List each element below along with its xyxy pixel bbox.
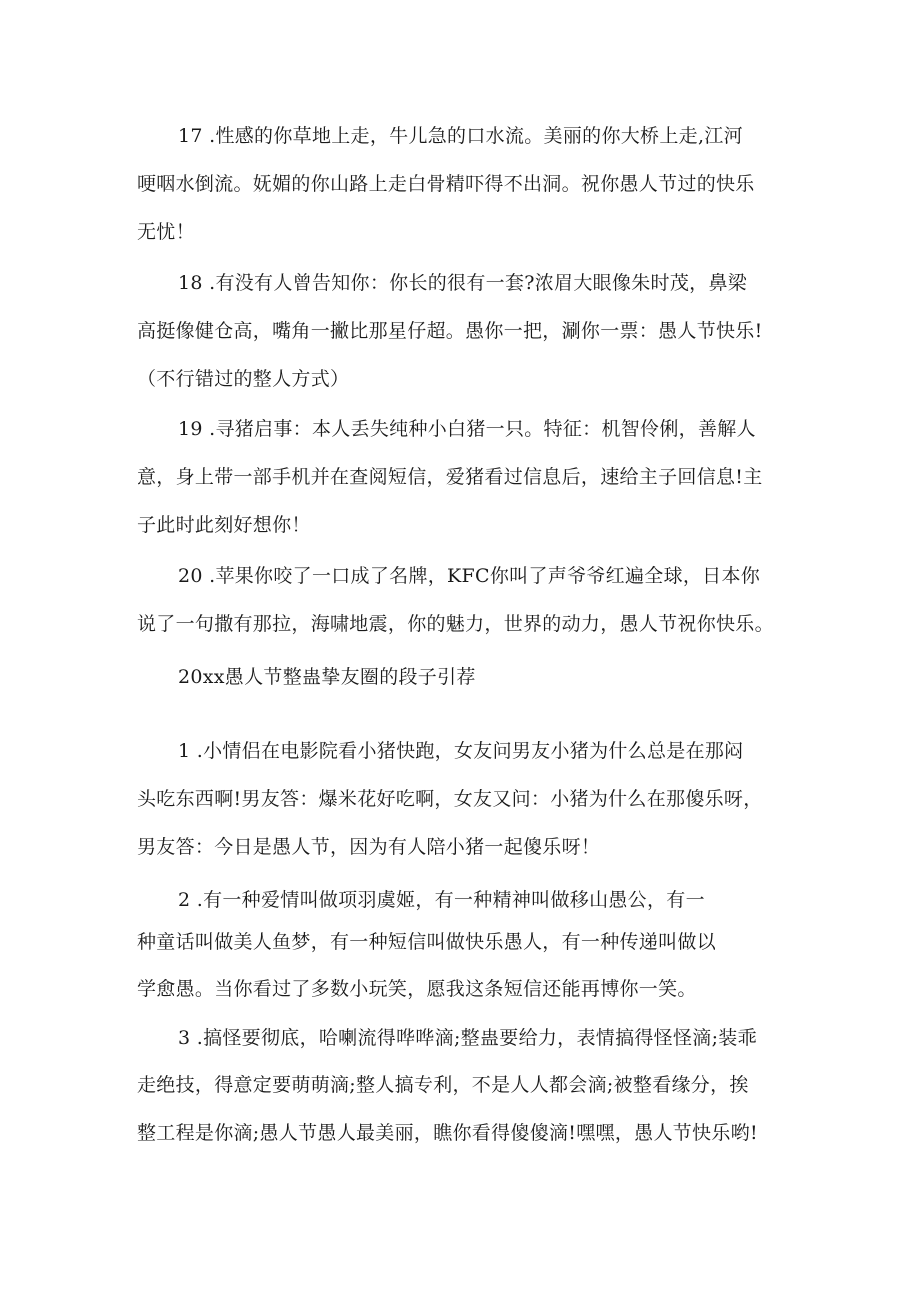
- item-3-line-2: 走绝技，得意定要萌萌滴;整人搞专利，不是人人都会滴;被整看缘分，挨: [137, 1074, 749, 1096]
- paragraph-18-line-3: （不行错过的整人方式）: [137, 368, 350, 390]
- paragraph-17-line-2: 哽咽水倒流。妩媚的你山路上走白骨精吓得不出洞。祝你愚人节过的快乐: [137, 173, 755, 195]
- item-2-line-3: 学愈愚。当你看过了多数小玩笑，愿我这条短信还能再博你一笑。: [137, 978, 697, 1000]
- paragraph-18-line-2: 高挺像健仓高，嘴角一撇比那星仔超。愚你一把，涮你一票：愚人节快乐!: [137, 320, 763, 342]
- paragraph-19-line-3: 子此时此刻好想你！: [137, 514, 311, 536]
- item-3-line-3: 整工程是你滴;愚人节愚人最美丽，瞧你看得傻傻滴!嘿嘿，愚人节快乐哟!: [137, 1122, 758, 1144]
- paragraph-20-line-1: 20 .苹果你咬了一口成了名牌，KFC你叫了声爷爷红遍全球，日本你: [178, 565, 761, 587]
- item-2-line-1: 2 .有一种爱情叫做项羽虞姬，有一种精神叫做移山愚公，有一: [178, 889, 705, 911]
- item-1-line-3: 男友答：今日是愚人节，因为有人陪小猪一起傻乐呀！: [137, 836, 601, 858]
- section-heading: 20xx愚人节整蛊挚友圈的段子引荐: [178, 666, 476, 688]
- item-2-line-2: 种童话叫做美人鱼梦，有一种短信叫做快乐愚人，有一种传递叫做以: [137, 931, 717, 953]
- item-3-line-1: 3 .搞怪要彻底，哈喇流得哗哗滴;整蛊要给力，表情搞得怪怪滴;装乖: [178, 1027, 757, 1049]
- item-1-line-1: 1 .小情侣在电影院看小猪快跑，女友问男友小猪为什么总是在那闷: [178, 740, 744, 762]
- paragraph-17-line-3: 无忧！: [137, 221, 195, 243]
- paragraph-20-line-2: 说了一句撒有那拉，海啸地震，你的魅力，世界的动力，愚人节祝你快乐。: [137, 613, 774, 635]
- paragraph-18-line-1: 18 .有没有人曾告知你：你长的很有一套?浓眉大眼像朱时茂，鼻梁: [178, 272, 748, 294]
- paragraph-17-line-1: 17 .性感的你草地上走，牛儿急的口水流。美丽的你大桥上走,江河: [178, 125, 743, 147]
- paragraph-19-line-1: 19 .寻猪启事：本人丢失纯种小白猪一只。特征：机智伶俐，善解人: [178, 418, 756, 440]
- paragraph-19-line-2: 意，身上带一部手机并在查阅短信，爱猪看过信息后，速给主子回信息!主: [137, 466, 763, 488]
- item-1-line-2: 头吃东西啊!男友答：爆米花好吃啊，女友又问：小猪为什么在那傻乐呀，: [137, 788, 763, 810]
